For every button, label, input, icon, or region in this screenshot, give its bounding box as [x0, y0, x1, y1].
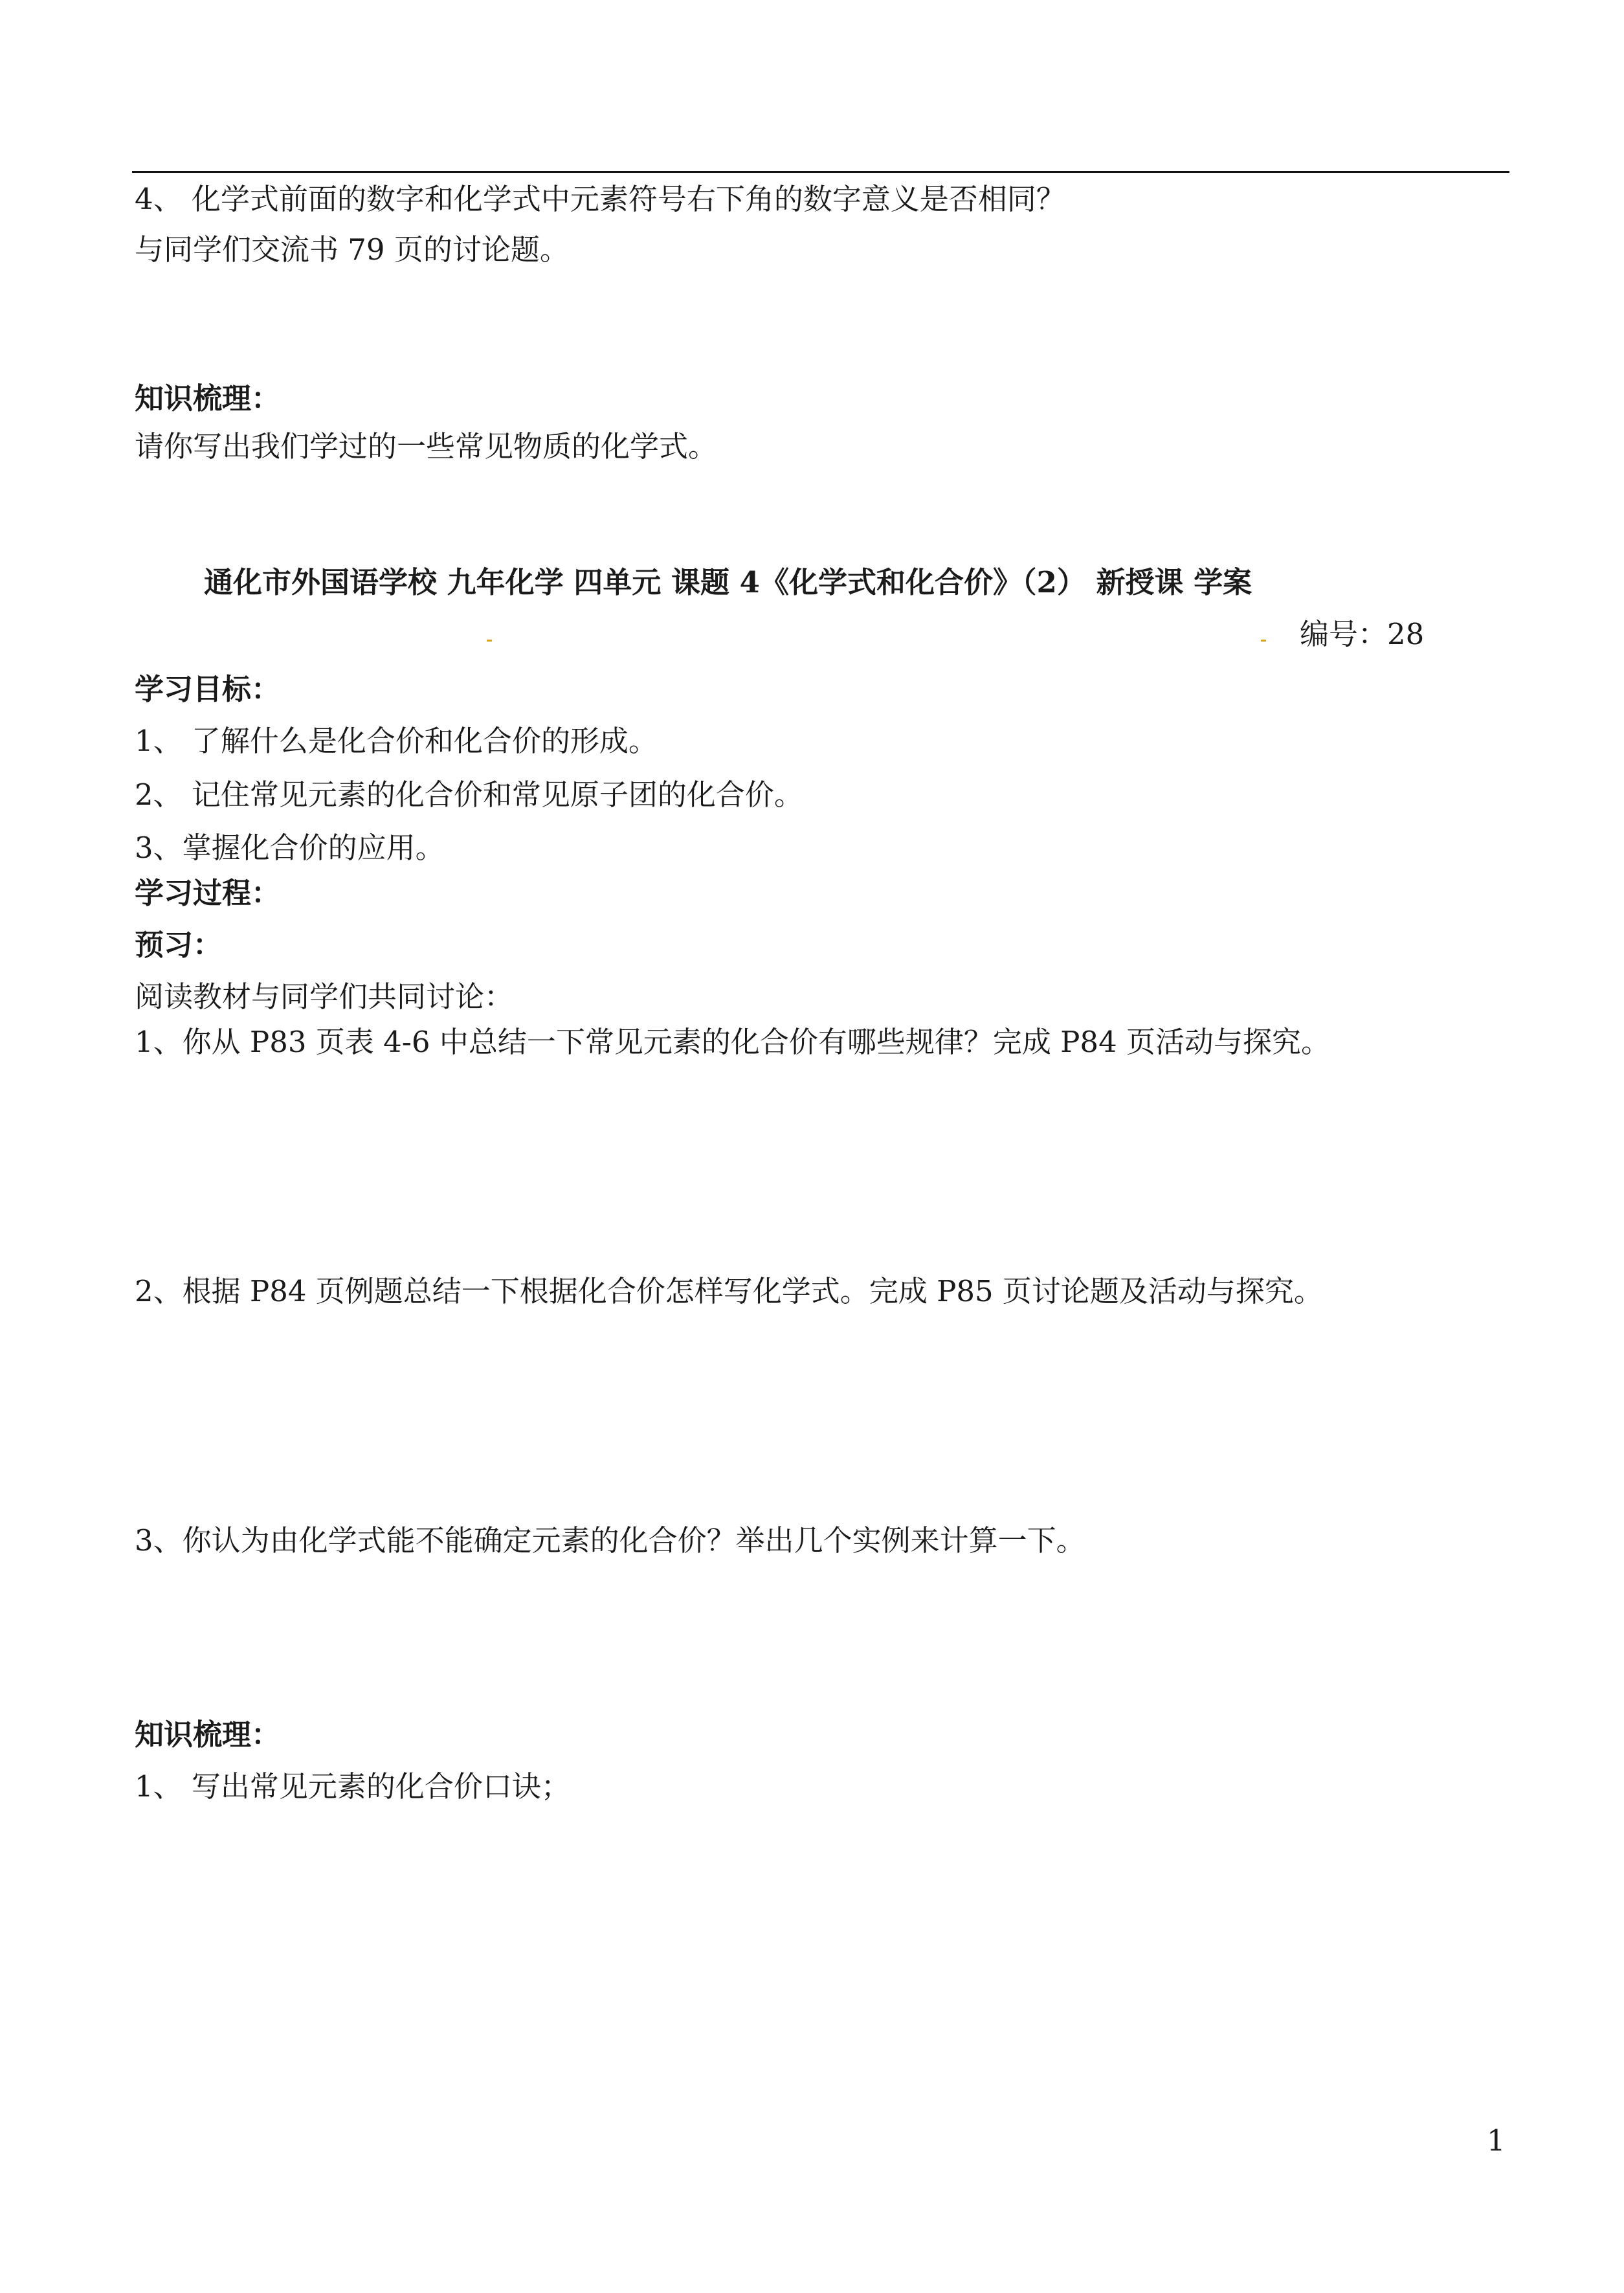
question-4: 4、 化学式前面的数字和化学式中元素符号右下角的数字意义是否相同？ — [135, 182, 1065, 216]
question-4-note: 与同学们交流书 79 页的讨论题。 — [135, 232, 569, 267]
goal-item: 2、 记住常见元素的化合价和常见原子团的化合价。 — [135, 777, 803, 812]
page-number: 1 — [1487, 2123, 1506, 2158]
preview-question: 3、你认为由化学式能不能确定元素的化合价？举出几个实例来计算一下。 — [135, 1523, 1085, 1558]
learning-goals-heading: 学习目标： — [135, 672, 281, 706]
learning-process-heading: 学习过程： — [135, 876, 281, 910]
preview-intro: 阅读教材与同学们共同讨论： — [135, 979, 514, 1014]
document-number: 编号：28 — [1300, 617, 1425, 651]
summary-heading: 知识梳理： — [135, 1717, 281, 1752]
orange-mark — [1261, 640, 1266, 642]
preview-question: 2、根据 P84 页例题总结一下根据化合价怎样写化学式。完成 P85 页讨论题及活动与探究。 — [135, 1274, 1323, 1308]
goal-item: 3、掌握化合价的应用。 — [135, 831, 445, 865]
preview-heading: 预习： — [135, 928, 223, 962]
knowledge-review-heading: 知识梳理： — [135, 381, 281, 416]
summary-item: 1、 写出常见元素的化合价口诀； — [135, 1769, 570, 1804]
goal-item: 1、 了解什么是化合价和化合价的形成。 — [135, 724, 658, 758]
page-title: 通化市外国语学校 九年化学 四单元 课题 4《化学式和化合价》（2） 新授课 学案 — [204, 565, 1252, 599]
orange-mark — [487, 640, 492, 642]
top-rule — [132, 171, 1509, 173]
preview-question: 1、你从 P83 页表 4-6 中总结一下常见元素的化合价有哪些规律？完成 P84 页活动与探究。 — [135, 1025, 1331, 1059]
knowledge-review-text: 请你写出我们学过的一些常见物质的化学式。 — [135, 429, 718, 464]
